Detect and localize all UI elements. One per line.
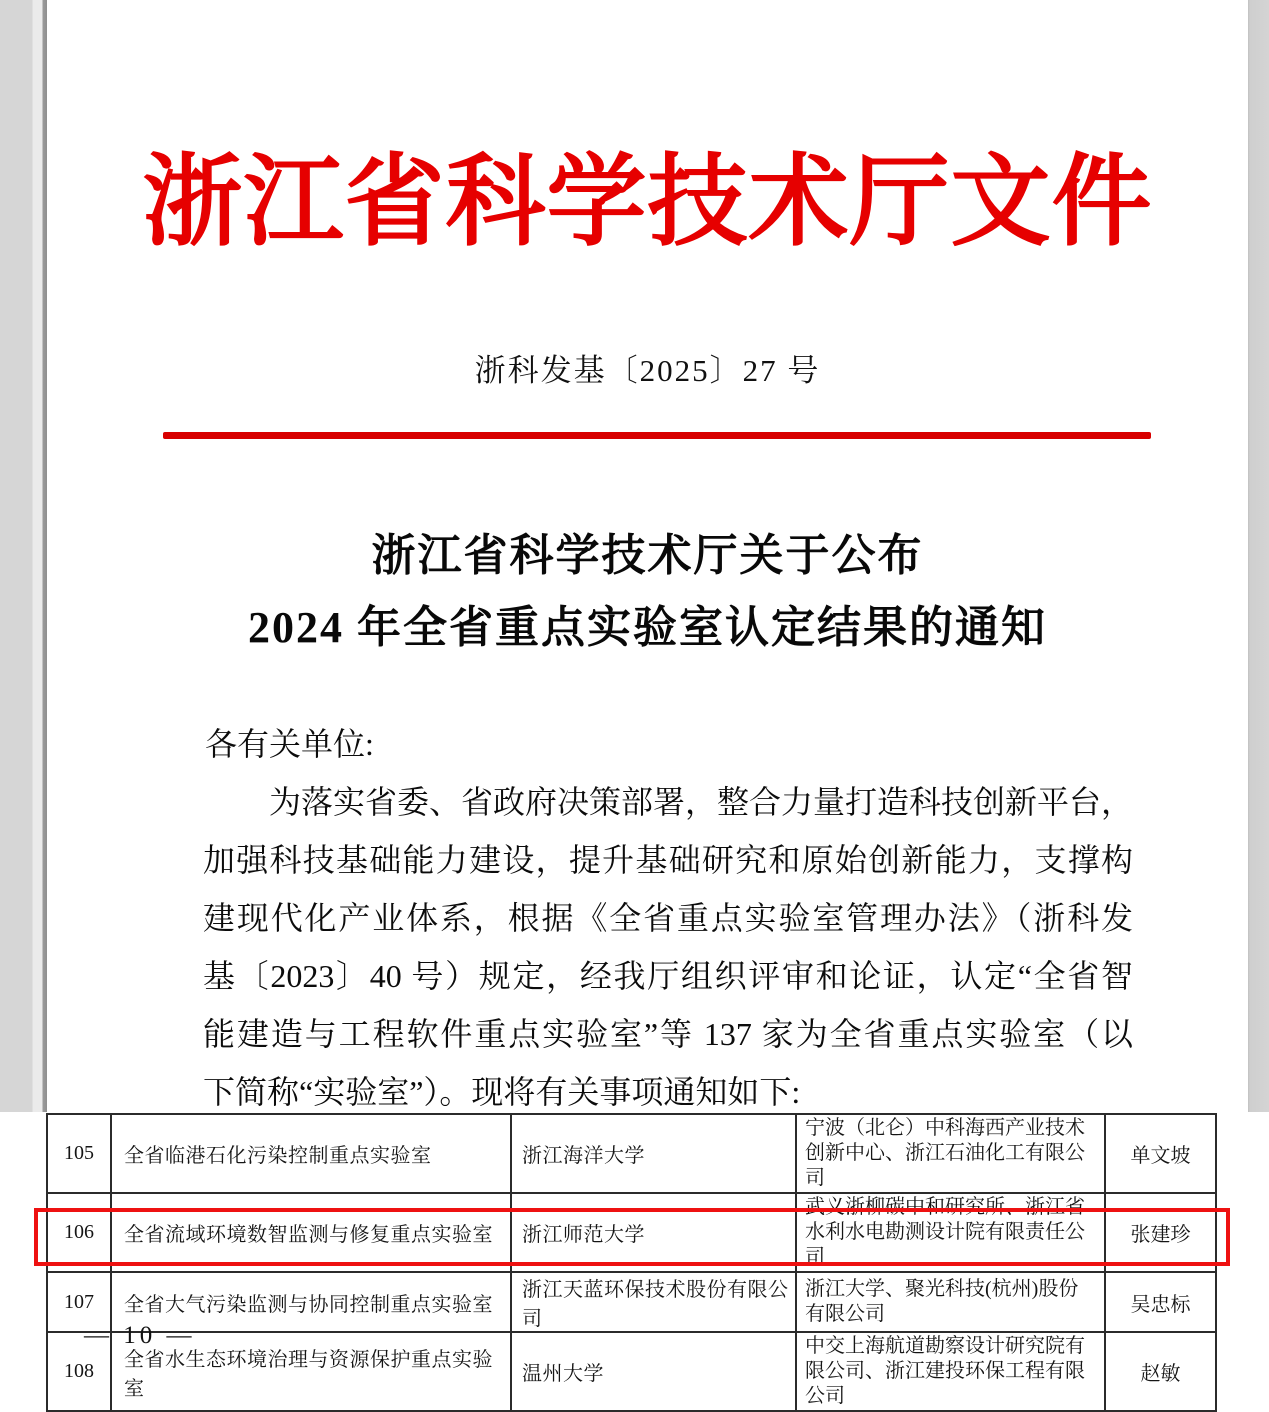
body-line: 能建造与工程软件重点实验室”等 137 家为全省重点实验室（以: [203, 1016, 1133, 1052]
cell-no: 106: [47, 1193, 111, 1272]
cell-partners: 武义浙柳碳中和研究所、浙江省水利水电勘测设计院有限责任公司: [796, 1193, 1105, 1272]
cell-inst: 浙江天蓝环保技术股份有限公司: [511, 1272, 796, 1332]
cell-director: 赵敏: [1105, 1332, 1216, 1411]
body-line: 为落实省委、省政府决策部署，整合力量打造科技创新平台，: [269, 784, 1134, 820]
cell-inst: 温州大学: [511, 1332, 796, 1411]
document-number: 浙科发基〔2025〕27 号: [474, 353, 821, 388]
page-left-margin: [0, 0, 47, 1113]
cell-no: 108: [47, 1332, 111, 1411]
body-text: [203, 773, 1133, 1121]
table-row: [47, 1193, 1216, 1272]
cell-partners: 宁波（北仑）中科海西产业技术创新中心、浙江石油化工有限公司: [796, 1114, 1105, 1193]
cell-partners: 浙江大学、聚光科技(杭州)股份有限公司: [796, 1272, 1105, 1332]
body-line: 建现代化产业体系，根据《全省重点实验室管理办法》（浙科发: [203, 900, 1133, 936]
body-line: 下简称“实验室”）。现将有关事项通知如下:: [203, 1074, 801, 1110]
cell-inst: 浙江师范大学: [511, 1193, 796, 1272]
results-table-section: [0, 1112, 1269, 1407]
table-row-highlighted: [47, 1272, 1216, 1332]
cell-no: 107: [47, 1272, 111, 1332]
salutation: 各有关单位:: [205, 726, 374, 762]
cell-lab: 全省大气污染监测与协同控制重点实验室: [111, 1272, 511, 1332]
cell-lab: 全省临港石化污染控制重点实验室: [111, 1114, 511, 1193]
page-right-margin: [1247, 0, 1269, 1113]
cell-director: 单文坡: [1105, 1114, 1216, 1193]
table-row: [47, 1114, 1216, 1193]
cell-partners: 中交上海航道勘察设计研究院有限公司、浙江建投环保工程有限公司: [796, 1332, 1105, 1411]
page-number: — 10 —: [84, 1322, 196, 1349]
notice-title-line1: 浙江省科学技术厅关于公布: [371, 531, 924, 580]
body-line: 基〔2023〕40 号）规定，经我厅组织评审和论证，认定“全省智: [203, 958, 1133, 994]
cell-director: 张建珍: [1105, 1193, 1216, 1272]
cell-lab: 全省水生态环境治理与资源保护重点实验室: [111, 1332, 511, 1411]
notice-title: [47, 520, 1248, 664]
notice-title-line2: 2024 年全省重点实验室认定结果的通知: [248, 603, 1047, 652]
table-row: [47, 1332, 1216, 1411]
red-divider-line: [163, 432, 1151, 439]
cell-inst: 浙江海洋大学: [511, 1114, 796, 1193]
body-line: 加强科技基础能力建设，提升基础研究和原始创新能力，支撑构: [203, 842, 1133, 878]
cell-no: 105: [47, 1114, 111, 1193]
cell-director: 吴忠标: [1105, 1272, 1216, 1332]
cell-lab: 全省流域环境数智监测与修复重点实验室: [111, 1193, 511, 1272]
document-page: [47, 0, 1248, 1113]
agency-banner-title: 浙江省科学技术厅文件: [142, 147, 1153, 258]
results-table: [46, 1113, 1217, 1412]
